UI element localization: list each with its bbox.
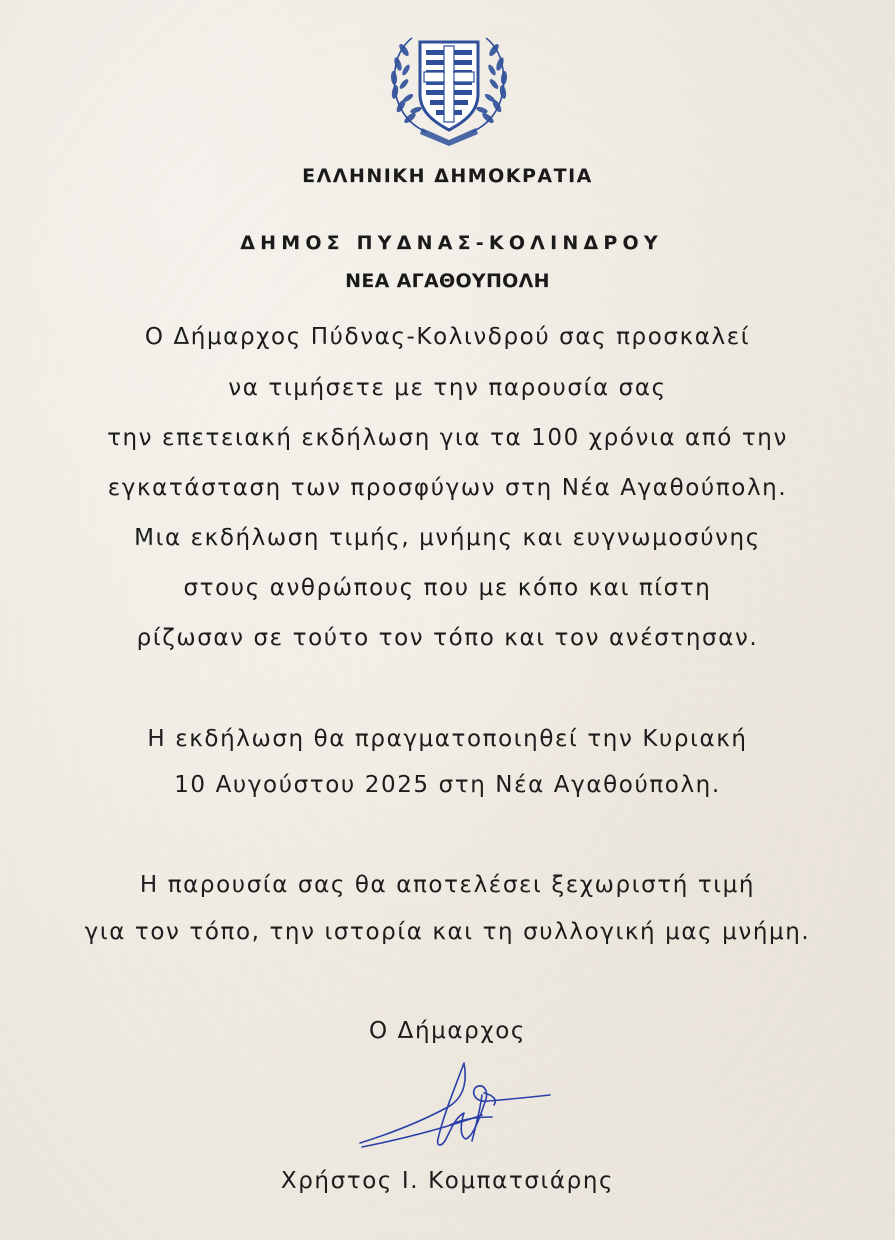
invitation-line: στους ανθρώπους που με κόπο και πίστη <box>183 575 712 601</box>
event-line: 10 Αυγούστου 2025 στη Νέα Αγαθούπολη. <box>174 772 721 798</box>
mayor-name: Χρήστος Ι. Κομπατσιάρης <box>280 1168 615 1194</box>
invitation-line: να τιμήσετε με την παρουσία σας <box>228 375 667 401</box>
closing-line: Η παρουσία σας θα αποτελέσει ξεχωριστή τιμή <box>139 872 756 898</box>
municipality-heading: ΔΗΜΟΣ ΠΥΔΝΑΣ-ΚΟΛΙΝΔΡΟΥ <box>240 232 663 254</box>
invitation-line: Ο Δήμαρχος Πύδνας-Κολινδρού σας προσκαλεί <box>144 324 751 350</box>
invitation-line: την επετειακή εκδήλωση για τα 100 χρόνια από την <box>107 425 788 451</box>
republic-heading: ΕΛΛΗΝΙΚΗ ΔΗΜΟΚΡΑΤΙΑ <box>302 165 593 187</box>
signature-icon <box>352 1055 557 1155</box>
invitation-line: ρίζωσαν σε τούτο τον τόπο και τον ανέστησαν. <box>136 625 759 651</box>
coat-of-arms-icon <box>386 24 512 148</box>
closing-line: για τον τόπο, την ιστορία και τη συλλογική μας μνήμη. <box>84 919 811 945</box>
town-heading: ΝΕΑ ΑΓΑΘΟΥΠΟΛΗ <box>345 270 550 292</box>
invitation-line: εγκατάσταση των προσφύγων στη Νέα Αγαθούπολη. <box>107 475 788 501</box>
event-line: Η εκδήλωση θα πραγματοποιηθεί την Κυριακή <box>147 726 748 752</box>
invitation-line: Μια εκδήλωση τιμής, μνήμης και ευγνωμοσύνης <box>134 525 761 551</box>
mayor-title: Ο Δήμαρχος <box>369 1018 526 1044</box>
